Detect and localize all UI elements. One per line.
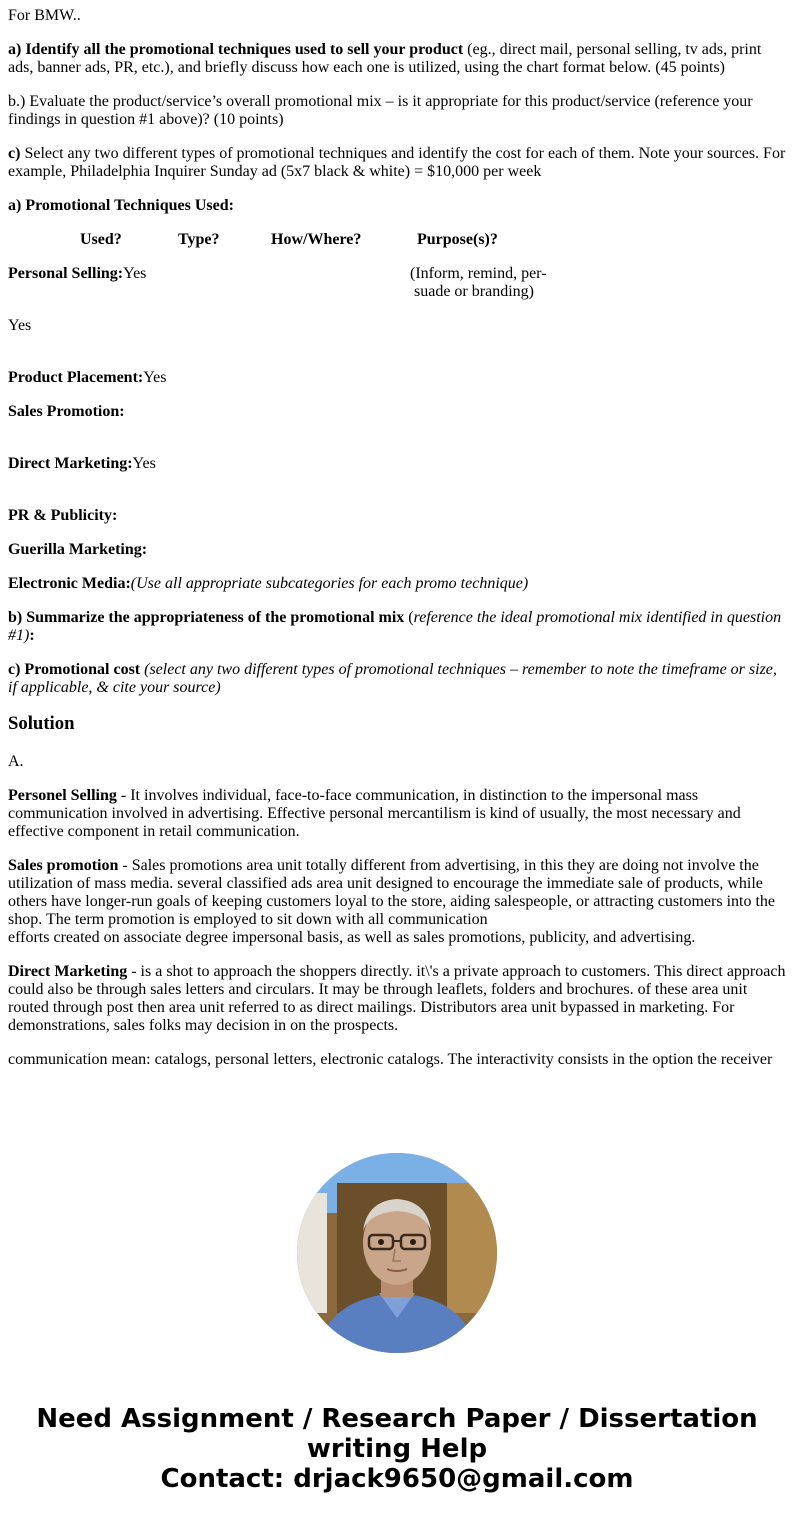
header-type: Type? bbox=[178, 231, 220, 248]
promo-cost: c) Promotional cost (select any two different types of promotional techniques – remember to note the timeframe or size, if applicable, & cite your source) bbox=[8, 661, 777, 696]
question-c-text: Select any two different types of promotional techniques and identify the cost for each of them. Note your sources. For example, Philadelphia Inquirer Sunday ad (5x7 black & white) = $10,000 per week bbox=[8, 145, 786, 180]
footer-contact-email: Contact: drjack9650@gmail.com bbox=[160, 1464, 634, 1494]
row-sales-promotion: Sales Promotion: bbox=[8, 403, 125, 420]
answer-personal-selling: Personel Selling - It involves individual, face-to-face communication, in distinction to the impersonal mass communication involved in advertising. Effective personal mercantilism is kind of usually, the most necessary and effective component in retail communication. bbox=[8, 787, 741, 840]
row-personal-selling bbox=[8, 265, 786, 301]
avatar-photo bbox=[297, 1153, 497, 1353]
question-c-label: c) bbox=[8, 145, 21, 162]
contact-banner bbox=[0, 1404, 794, 1494]
row-product-placement: Product Placement:Yes bbox=[8, 369, 167, 386]
question-a-label: a) Identify all the promotional techniques used to sell your product bbox=[8, 41, 464, 58]
footer-line-2: writing Help bbox=[306, 1434, 488, 1464]
answer-communication-mean: communication mean: catalogs, personal letters, electronic catalogs. The interactivity consists in the option the receiver bbox=[8, 1051, 773, 1068]
section-a-title: a) Promotional Techniques Used: bbox=[8, 197, 234, 214]
author-avatar bbox=[297, 1153, 497, 1353]
row-guerilla-marketing: Guerilla Marketing: bbox=[8, 541, 148, 558]
question-b: b.) Evaluate the product/service’s overall promotional mix – is it appropriate for this product/service (reference your findings in question #1 above)? (10 points) bbox=[8, 93, 753, 128]
header-purpose: Purpose(s)? bbox=[417, 231, 498, 248]
personal-selling-purpose: (Inform, remind, per- suade or branding) bbox=[410, 265, 547, 300]
question-a bbox=[8, 41, 786, 77]
header-used: Used? bbox=[80, 231, 122, 248]
question-a-text: (eg., direct mail, personal selling, tv ads, print ads, banner ads, PR, etc.), and briefly discuss how each one is utilized, using the chart format below. (45 points) bbox=[8, 41, 762, 76]
personal-selling-used: Yes bbox=[123, 265, 147, 282]
row-pr-publicity: PR & Publicity: bbox=[8, 507, 118, 524]
summary-b: b) Summarize the appropriateness of the promotional mix (reference the ideal promotional mix identified in question #1): bbox=[8, 609, 782, 644]
row-electronic-media: Electronic Media:(Use all appropriate subcategories for each promo technique) bbox=[8, 575, 529, 592]
question-c bbox=[8, 145, 786, 181]
row-unlabeled-yes: Yes bbox=[8, 317, 32, 334]
answer-a-label: A. bbox=[8, 753, 24, 770]
answer-direct-marketing: Direct Marketing - is a shot to approach the shoppers directly. it\'s a private approach to customers. This direct approach could also be through sales letters and circulars. It may be through leaflets, folders and brochures. of these area unit routed through post then area unit referred to as direct mailings. Distributors area unit bypassed in marketing. For demonstrations, sales folks may decision in on the prospects. bbox=[8, 963, 786, 1034]
personal-selling-label: Personal Selling: bbox=[8, 265, 124, 282]
table-header-row bbox=[8, 231, 786, 249]
solution-heading: Solution bbox=[8, 713, 75, 734]
footer-line-1: Need Assignment / Research Paper / Dissertation bbox=[36, 1404, 758, 1434]
header-how-where: How/Where? bbox=[271, 231, 362, 248]
answer-sales-promotion: Sales promotion - Sales promotions area unit totally different from advertising, in this they are doing not involve the utilization of mass media. several classified ads area unit designed to encourage the immediate sale of products, while others have longer-run goals of keeping customers loyal to the store, aiding salespeople, or attracting customers into the shop. The term promotion is employed to sit down with all communication efforts created on associate degree impersonal basis, as well as sales promotions, publicity, and advertising. bbox=[8, 857, 776, 946]
intro-text: For BMW.. bbox=[8, 7, 81, 24]
row-direct-marketing: Direct Marketing:Yes bbox=[8, 455, 156, 472]
